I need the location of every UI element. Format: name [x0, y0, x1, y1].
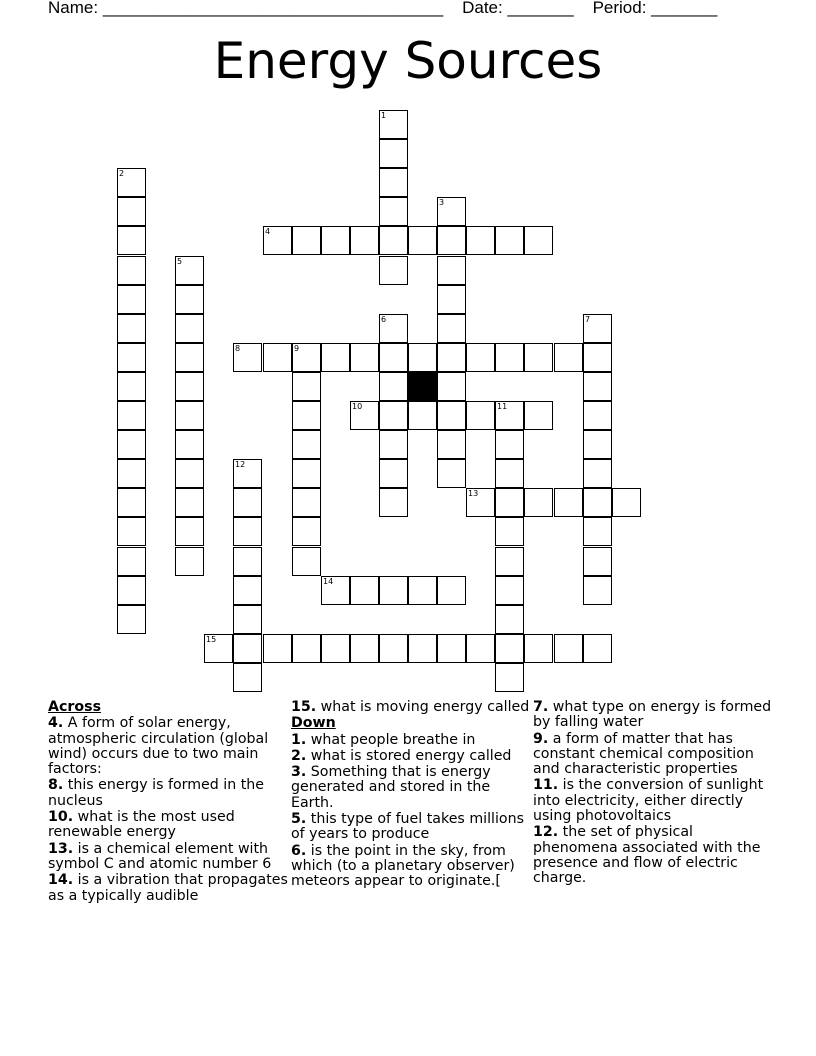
- clue-number: 6.: [291, 842, 307, 859]
- grid-cell[interactable]: [175, 517, 204, 546]
- grid-cell[interactable]: [117, 343, 146, 372]
- clue-down-12: [533, 825, 773, 886]
- period-label: Period:: [592, 0, 647, 17]
- grid-cell[interactable]: [583, 372, 612, 401]
- grid-cell[interactable]: [117, 226, 146, 255]
- clue-number: 10.: [48, 809, 74, 826]
- clue-number-label: 15: [206, 635, 217, 644]
- grid-cell[interactable]: [379, 197, 408, 226]
- clue-text: this type of fuel takes millions of years to produce: [291, 811, 524, 843]
- clue-text: what is the most used renewable energy: [48, 809, 235, 841]
- grid-cell[interactable]: [233, 488, 262, 517]
- clues-column-3: [533, 700, 773, 888]
- clue-down-6: [291, 844, 531, 890]
- grid-cell[interactable]: [466, 226, 495, 255]
- grid-cell[interactable]: [233, 605, 262, 634]
- grid-cell[interactable]: [379, 372, 408, 401]
- name-field[interactable]: ____________________________________: [102, 0, 444, 17]
- clue-across-14: [48, 873, 288, 904]
- grid-cell[interactable]: [117, 430, 146, 459]
- grid-cell[interactable]: [583, 517, 612, 546]
- grid-cell[interactable]: [117, 256, 146, 285]
- grid-cell[interactable]: [175, 314, 204, 343]
- grid-cell[interactable]: [263, 343, 292, 372]
- grid-cell[interactable]: [233, 343, 262, 372]
- grid-cell[interactable]: [495, 430, 524, 459]
- clue-down-1: [291, 733, 531, 748]
- period-field[interactable]: _______: [651, 0, 718, 17]
- grid-cell[interactable]: [583, 488, 612, 517]
- grid-cell[interactable]: [495, 576, 524, 605]
- clue-number-label: 14: [323, 577, 334, 586]
- clue-number-label: 10: [352, 402, 363, 411]
- grid-cell[interactable]: [204, 634, 233, 663]
- clue-text: this energy is formed in the nucleus: [48, 777, 265, 809]
- grid-cell[interactable]: [495, 343, 524, 372]
- grid-cell[interactable]: [292, 430, 321, 459]
- clue-down-2: [291, 749, 531, 764]
- grid-cell[interactable]: [350, 343, 379, 372]
- grid-cell[interactable]: [379, 488, 408, 517]
- grid-cell[interactable]: [495, 459, 524, 488]
- clue-number: 1.: [291, 731, 307, 748]
- grid-cell[interactable]: [263, 226, 292, 255]
- grid-cell[interactable]: [437, 430, 466, 459]
- clue-number: 15.: [291, 699, 317, 715]
- clue-number: 12.: [533, 824, 559, 841]
- grid-cell[interactable]: [495, 663, 524, 692]
- grid-cell[interactable]: [117, 372, 146, 401]
- grid-cell[interactable]: [437, 576, 466, 605]
- grid-cell[interactable]: [612, 488, 641, 517]
- grid-cell[interactable]: [233, 576, 262, 605]
- grid-cell[interactable]: [583, 459, 612, 488]
- grid-cell[interactable]: [495, 488, 524, 517]
- clue-number-label: 4: [265, 227, 271, 236]
- grid-cell[interactable]: [379, 226, 408, 255]
- clue-across-15: [291, 700, 531, 715]
- clue-number: 2.: [291, 747, 307, 764]
- grid-cell[interactable]: [583, 401, 612, 430]
- grid-cell[interactable]: [117, 285, 146, 314]
- grid-cell[interactable]: [554, 488, 583, 517]
- grid-cell[interactable]: [583, 634, 612, 663]
- grid-cell[interactable]: [117, 517, 146, 546]
- grid-cell[interactable]: [321, 343, 350, 372]
- grid-cell[interactable]: [233, 547, 262, 576]
- clue-text: Something that is energy generated and stored in the Earth.: [291, 764, 491, 811]
- page-title: Energy Sources: [213, 32, 603, 90]
- clue-text: what type on energy is formed by falling water: [533, 699, 772, 731]
- grid-cell[interactable]: [495, 226, 524, 255]
- grid-cell[interactable]: [175, 372, 204, 401]
- clue-number: 9.: [533, 730, 549, 747]
- grid-cell[interactable]: [321, 576, 350, 605]
- grid-cell[interactable]: [583, 576, 612, 605]
- grid-cell[interactable]: [292, 459, 321, 488]
- date-field[interactable]: _______: [507, 0, 574, 17]
- name-label: Name:: [48, 0, 99, 17]
- clue-number-label: 5: [177, 257, 183, 266]
- grid-cell[interactable]: [437, 401, 466, 430]
- grid-cell[interactable]: [437, 343, 466, 372]
- clue-text: the set of physical phenomena associated with the presence and flow of electric charge.: [533, 824, 761, 887]
- clue-number-label: 9: [294, 344, 300, 353]
- grid-cell[interactable]: [175, 285, 204, 314]
- grid-cell[interactable]: [117, 547, 146, 576]
- grid-cell[interactable]: [466, 634, 495, 663]
- across-heading: Across: [48, 699, 102, 715]
- grid-cell[interactable]: [379, 256, 408, 285]
- grid-cell[interactable]: [175, 343, 204, 372]
- grid-cell[interactable]: [437, 285, 466, 314]
- grid-cell[interactable]: [524, 226, 553, 255]
- grid-cell[interactable]: [408, 226, 437, 255]
- grid-cell[interactable]: [379, 459, 408, 488]
- date-label: Date:: [462, 0, 503, 17]
- down-heading: Down: [291, 715, 336, 732]
- clue-number: 14.: [48, 872, 74, 889]
- grid-cell[interactable]: [175, 459, 204, 488]
- clue-number-label: 7: [585, 315, 591, 324]
- grid-cell[interactable]: [292, 226, 321, 255]
- grid-cell[interactable]: [379, 168, 408, 197]
- grid-cell[interactable]: [379, 430, 408, 459]
- grid-cell[interactable]: [466, 488, 495, 517]
- grid-cell[interactable]: [379, 576, 408, 605]
- grid-cell[interactable]: [175, 256, 204, 285]
- grid-cell[interactable]: [583, 547, 612, 576]
- clue-number: 8.: [48, 777, 64, 794]
- grid-cell[interactable]: [524, 343, 553, 372]
- clue-number: 5.: [291, 811, 307, 828]
- clue-text: is the point in the sky, from which (to a planetary observer) meteors appear to originate.[: [291, 842, 515, 890]
- grid-cell[interactable]: [495, 547, 524, 576]
- clue-down-9: [533, 732, 773, 778]
- grid-cell[interactable]: [117, 401, 146, 430]
- grid-cell[interactable]: [117, 314, 146, 343]
- grid-cell[interactable]: [583, 314, 612, 343]
- grid-cell[interactable]: [117, 168, 146, 197]
- grid-cell[interactable]: [583, 343, 612, 372]
- clue-text: what is moving energy called: [320, 699, 530, 715]
- grid-cell[interactable]: [321, 634, 350, 663]
- clue-text: a form of matter that has constant chemical composition and characteristic properties: [533, 730, 754, 778]
- grid-cell[interactable]: [292, 488, 321, 517]
- clue-number-label: 3: [439, 198, 445, 207]
- grid-cell[interactable]: [583, 430, 612, 459]
- grid-cell[interactable]: [379, 343, 408, 372]
- grid-cell[interactable]: [233, 459, 262, 488]
- clue-number-label: 2: [119, 169, 125, 178]
- clue-number: 4.: [48, 715, 64, 732]
- grid-cell[interactable]: [117, 459, 146, 488]
- grid-cell[interactable]: [292, 547, 321, 576]
- grid-cell[interactable]: [408, 401, 437, 430]
- grid-cell[interactable]: [554, 634, 583, 663]
- grid-cell[interactable]: [437, 634, 466, 663]
- clue-down-5: [291, 812, 531, 843]
- grid-cell[interactable]: [233, 663, 262, 692]
- grid-cell[interactable]: [117, 576, 146, 605]
- clue-number: 13.: [48, 840, 74, 857]
- clue-down-11: [533, 778, 773, 824]
- grid-cell[interactable]: [321, 226, 350, 255]
- grid-cell[interactable]: [437, 459, 466, 488]
- clue-down-3: [291, 765, 531, 811]
- grid-cell[interactable]: [437, 226, 466, 255]
- clues-column-2: [291, 700, 531, 891]
- grid-cell[interactable]: [524, 401, 553, 430]
- grid-cell[interactable]: [379, 110, 408, 139]
- grid-cell[interactable]: [437, 372, 466, 401]
- clue-text: is the conversion of sunlight into electricity, either directly using photovoltaics: [533, 777, 764, 825]
- grid-cell[interactable]: [466, 343, 495, 372]
- grid-cell[interactable]: [495, 634, 524, 663]
- grid-cell[interactable]: [350, 226, 379, 255]
- clue-number-label: 8: [235, 344, 241, 353]
- clues-column-1: [48, 700, 288, 905]
- grid-cell[interactable]: [437, 197, 466, 226]
- clue-text: A form of solar energy, atmospheric circulation (global wind) occurs due to two main factors:: [48, 715, 269, 778]
- grid-cell[interactable]: [495, 401, 524, 430]
- clue-number: 11.: [533, 777, 559, 794]
- grid-cell[interactable]: [292, 372, 321, 401]
- grid-cell[interactable]: [408, 634, 437, 663]
- clue-number-label: 11: [497, 402, 508, 411]
- grid-cell[interactable]: [233, 634, 262, 663]
- grid-cell[interactable]: [117, 197, 146, 226]
- clue-across-10: [48, 810, 288, 841]
- clue-across-4: [48, 716, 288, 777]
- grid-block: [408, 372, 437, 401]
- grid-cell[interactable]: [379, 634, 408, 663]
- grid-cell[interactable]: [117, 605, 146, 634]
- grid-cell[interactable]: [233, 517, 262, 546]
- grid-cell[interactable]: [292, 517, 321, 546]
- grid-cell[interactable]: [408, 576, 437, 605]
- clue-number: 3.: [291, 764, 307, 781]
- clue-number-label: 6: [381, 315, 387, 324]
- grid-cell[interactable]: [292, 343, 321, 372]
- clue-text: what is stored energy called: [310, 747, 512, 764]
- grid-cell[interactable]: [292, 401, 321, 430]
- grid-cell[interactable]: [495, 605, 524, 634]
- grid-cell[interactable]: [524, 488, 553, 517]
- clue-number-label: 12: [235, 460, 246, 469]
- clue-text: is a chemical element with symbol C and atomic number 6: [48, 840, 272, 872]
- clue-number-label: 13: [468, 489, 479, 498]
- grid-cell[interactable]: [175, 430, 204, 459]
- grid-cell[interactable]: [350, 634, 379, 663]
- grid-cell[interactable]: [524, 634, 553, 663]
- grid-cell[interactable]: [379, 139, 408, 168]
- grid-cell[interactable]: [554, 343, 583, 372]
- clue-text: what people breathe in: [310, 731, 476, 748]
- grid-cell[interactable]: [117, 488, 146, 517]
- grid-cell[interactable]: [437, 314, 466, 343]
- grid-cell[interactable]: [408, 343, 437, 372]
- clue-number-label: 1: [381, 111, 387, 120]
- grid-cell[interactable]: [175, 488, 204, 517]
- grid-cell[interactable]: [379, 314, 408, 343]
- grid-cell[interactable]: [466, 401, 495, 430]
- clue-across-13: [48, 842, 288, 873]
- grid-cell[interactable]: [175, 547, 204, 576]
- clue-text: is a vibration that propagates as a typically audible: [48, 872, 288, 904]
- clue-number: 7.: [533, 699, 549, 715]
- grid-cell[interactable]: [292, 634, 321, 663]
- clue-across-8: [48, 778, 288, 809]
- grid-cell[interactable]: [495, 517, 524, 546]
- grid-cell[interactable]: [379, 401, 408, 430]
- grid-cell[interactable]: [263, 634, 292, 663]
- clue-down-7: [533, 700, 773, 731]
- grid-cell[interactable]: [437, 256, 466, 285]
- grid-cell[interactable]: [350, 576, 379, 605]
- grid-cell[interactable]: [350, 401, 379, 430]
- grid-cell[interactable]: [175, 401, 204, 430]
